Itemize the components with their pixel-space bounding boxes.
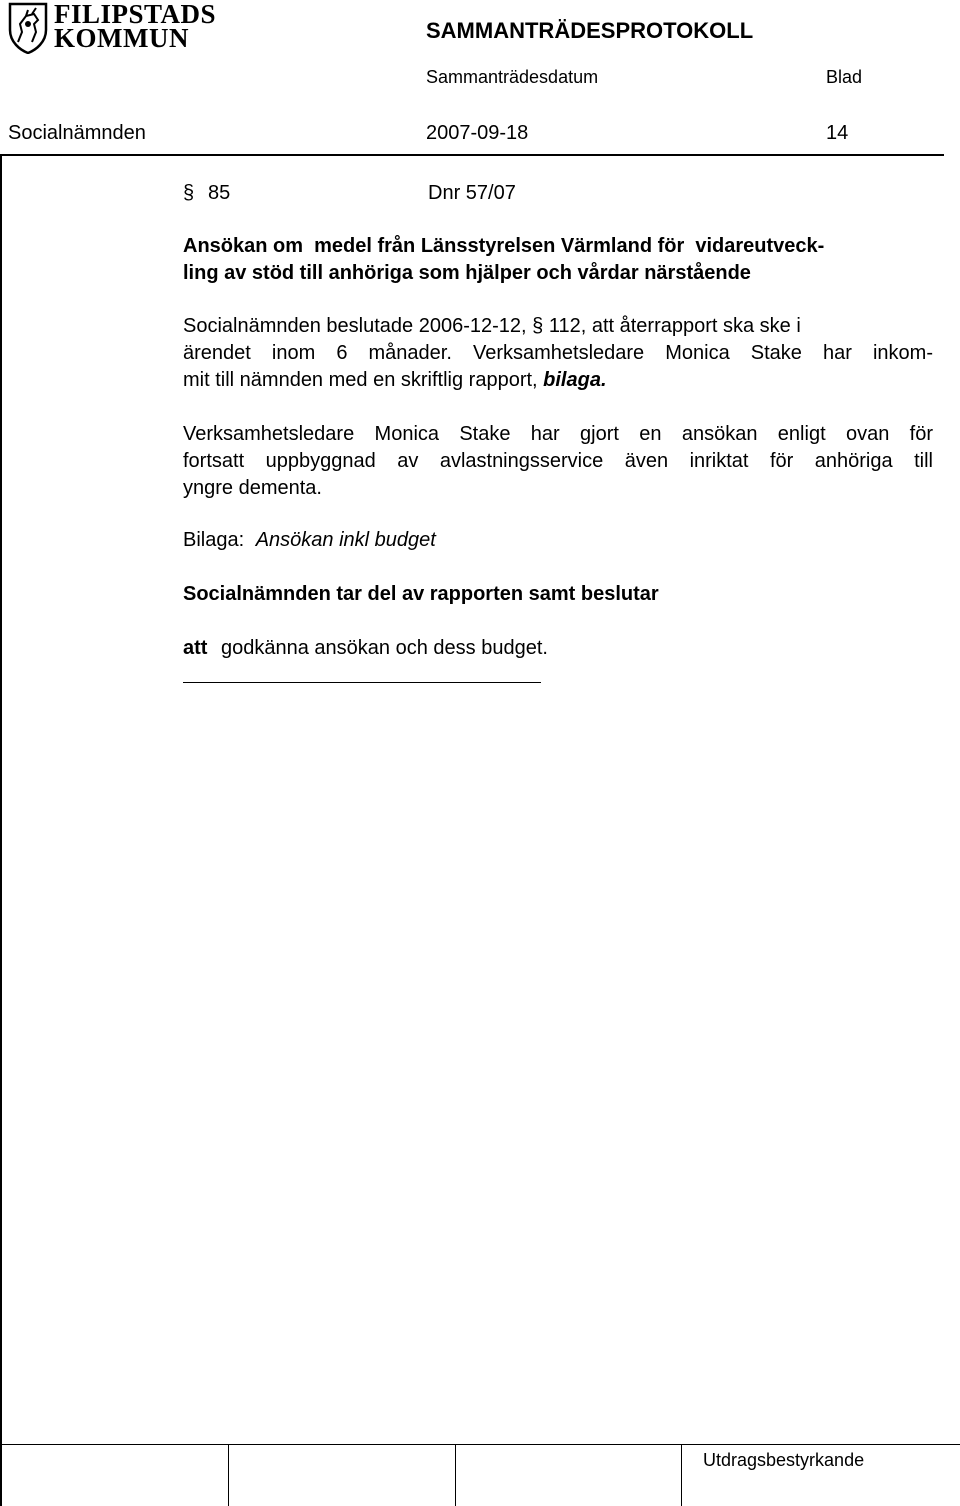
item-title-line1: Ansökan om medel från Länsstyrelsen Värmland för vidareutveck- xyxy=(183,235,825,257)
paragraph-background-line1 xyxy=(183,313,933,340)
page-label: Blad xyxy=(826,67,863,87)
p1-line1-start: Socialnämnden beslutade 2006-12-12, xyxy=(183,315,533,337)
item-title-line2: ling av stöd till anhöriga som hjälper och vårdar närstående xyxy=(183,262,751,284)
section-sign: § xyxy=(183,182,195,204)
decision-clause xyxy=(183,635,933,662)
document-title: SAMMANTRÄDESPROTOKOLL xyxy=(426,18,754,43)
meeting-date-label: Sammanträdesdatum xyxy=(426,67,599,87)
p1-line1-end: 112, att återrapport ska ske i xyxy=(543,315,801,337)
decision-heading: Socialnämnden tar del av rapporten samt beslutar xyxy=(183,583,659,605)
logo-text-line2: KOMMUN xyxy=(54,23,189,53)
meeting-date: 2007-09-18 xyxy=(426,122,529,144)
paragraph-background xyxy=(183,313,933,394)
logo-text-line1: FILIPSTADS xyxy=(54,0,217,29)
paragraph-background-line3 xyxy=(183,367,933,394)
paragraph-application-line2: fortsatt uppbyggnad av avlastningsservice även inriktat för anhöriga till xyxy=(183,450,933,472)
item-number: 85 xyxy=(208,182,231,204)
p1-line3-start: mit till nämnden med en skriftlig rapport, xyxy=(183,369,544,391)
footer-divider-3 xyxy=(681,1444,682,1506)
attachment-description: Ansökan inkl budget xyxy=(255,529,436,551)
attachment-reference: bilaga. xyxy=(543,369,607,391)
page-number: 14 xyxy=(826,122,849,144)
attachment-line xyxy=(183,527,933,554)
paragraph-application-line1: Verksamhetsledare Monica Stake har gjort en ansökan enligt ovan för xyxy=(183,423,933,445)
paragraph-application xyxy=(183,421,933,502)
footer-divider-1 xyxy=(228,1444,229,1506)
coat-of-arms-icon xyxy=(8,2,48,54)
attachment-label: Bilaga: xyxy=(183,529,245,551)
p1-section-sign: § xyxy=(532,315,544,337)
footer-top-border xyxy=(0,1444,960,1445)
att-keyword: att xyxy=(183,637,208,659)
paragraph-background-line2: ärendet inom 6 månader. Verksamhetsledare Monica Stake har inkom- xyxy=(183,342,933,364)
paragraph-application-line3: yngre dementa. xyxy=(183,477,322,499)
certification-label: Utdragsbestyrkande xyxy=(703,1450,865,1470)
item-title xyxy=(183,233,933,287)
case-number: Dnr 57/07 xyxy=(428,182,516,204)
municipality-logo xyxy=(8,2,218,54)
frame-top-border xyxy=(0,154,944,156)
committee-name: Socialnämnden xyxy=(8,122,146,144)
closing-rule xyxy=(183,682,541,683)
footer-divider-2 xyxy=(455,1444,456,1506)
decision-text: godkänna ansökan och dess budget. xyxy=(221,637,548,659)
frame-left-border xyxy=(0,154,2,1506)
